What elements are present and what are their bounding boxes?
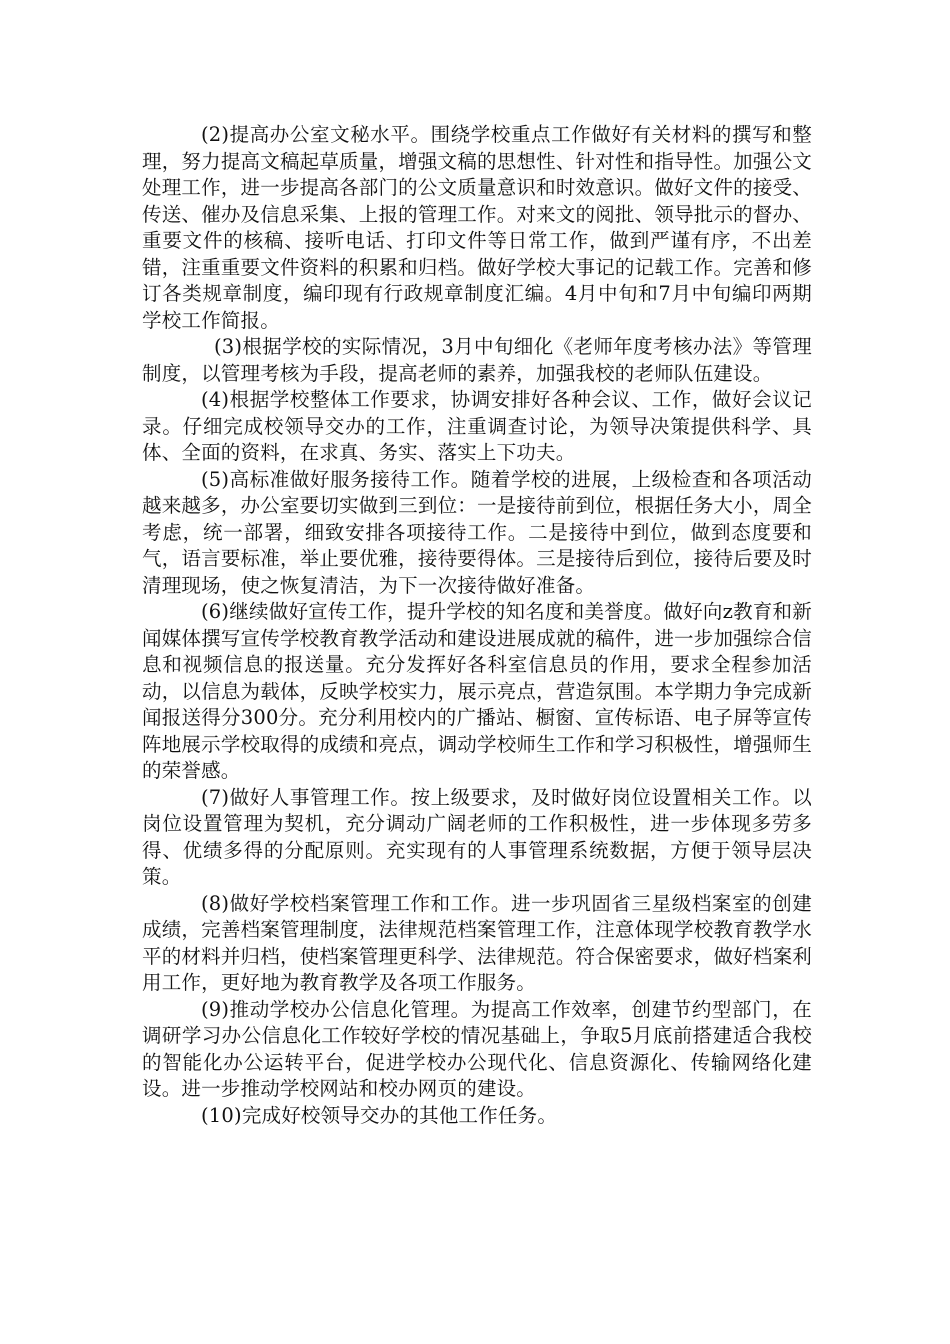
- paragraph-8: (8)做好学校档案管理工作和工作。进一步巩固省三星级档案室的创建成绩，完善档案管理制度，法律规范档案管理工作，注意体现学校教育教学水平的材料并归档，使档案管理更科学、法律规范。符合保密要求，做好档案利用工作，更好地为教育教学及各项工作服务。: [142, 891, 812, 994]
- paragraph-10: (10)完成好校领导交办的其他工作任务。: [201, 1103, 558, 1127]
- paragraph-4: (4)根据学校整体工作要求，协调安排好各种会议、工作，做好会议记录。仔细完成校领导交办的工作，注重调查讨论，为领导决策提供科学、具体、全面的资料，在求真、务实、落实上下功夫。: [142, 388, 812, 464]
- paragraph-9: (9)推动学校办公信息化管理。为提高工作效率，创建节约型部门，在调研学习办公信息化工作较好学校的情况基础上，争取5月底前搭建适合我校的智能化办公运转平台，促进学校办公现代化、信息资源化、传输网络化建设。进一步推动学校网站和校办网页的建设。: [142, 997, 812, 1100]
- paragraph-6: (6)继续做好宣传工作，提升学校的知名度和美誉度。做好向z教育和新闻媒体撰写宣传学校教育教学活动和建设进展成就的稿件，进一步加强综合信息和视频信息的报送量。充分发挥好各科室信息员的作用，要求全程参加活动，以信息为载体，反映学校实力，展示亮点，营造氛围。本学期力争完成新闻报送得分300分。充分利用校内的广播站、橱窗、宣传标语、电子屏等宣传阵地展示学校取得的成绩和亮点，调动学校师生工作和学习积极性，增强师生的荣誉感。: [142, 600, 812, 782]
- paragraph-2: (2)提高办公室文秘水平。围绕学校重点工作做好有关材料的撰写和整理，努力提高文稿起草质量，增强文稿的思想性、针对性和指导性。加强公文处理工作，进一步提高各部门的公文质量意识和时效意识。做好文件的接受、传送、催办及信息采集、上报的管理工作。对来文的阅批、领导批示的督办、重要文件的核稿、接听电话、打印文件等日常工作，做到严谨有序，不出差错，注重重要文件资料的积累和归档。做好学校大事记的记载工作。完善和修订各类规章制度，编印现有行政规章制度汇编。4月中旬和7月中旬编印两期学校工作简报。: [142, 123, 812, 332]
- paragraph-3: (3)根据学校的实际情况，3月中旬细化《老师年度考核办法》等管理制度，以管理考核为手段，提高老师的素养，加强我校的老师队伍建设。: [142, 335, 812, 385]
- paragraph-7: (7)做好人事管理工作。按上级要求，及时做好岗位设置相关工作。以岗位设置管理为契机，充分调动广阔老师的工作积极性，进一步体现多劳多得、优绩多得的分配原则。充实现有的人事管理系统数据，方便于领导层决策。: [142, 785, 812, 888]
- paragraph-5: (5)高标准做好服务接待工作。随着学校的进展，上级检查和各项活动越来越多，办公室要切实做到三到位：一是接待前到位，根据任务大小，周全考虑，统一部署，细致安排各项接待工作。二是接待中到位，做到态度要和气，语言要标准，举止要优雅，接待要得体。三是接待后到位，接待后要及时清理现场，使之恢复清洁，为下一次接待做好准备。: [142, 467, 812, 597]
- document-body: [142, 122, 812, 1129]
